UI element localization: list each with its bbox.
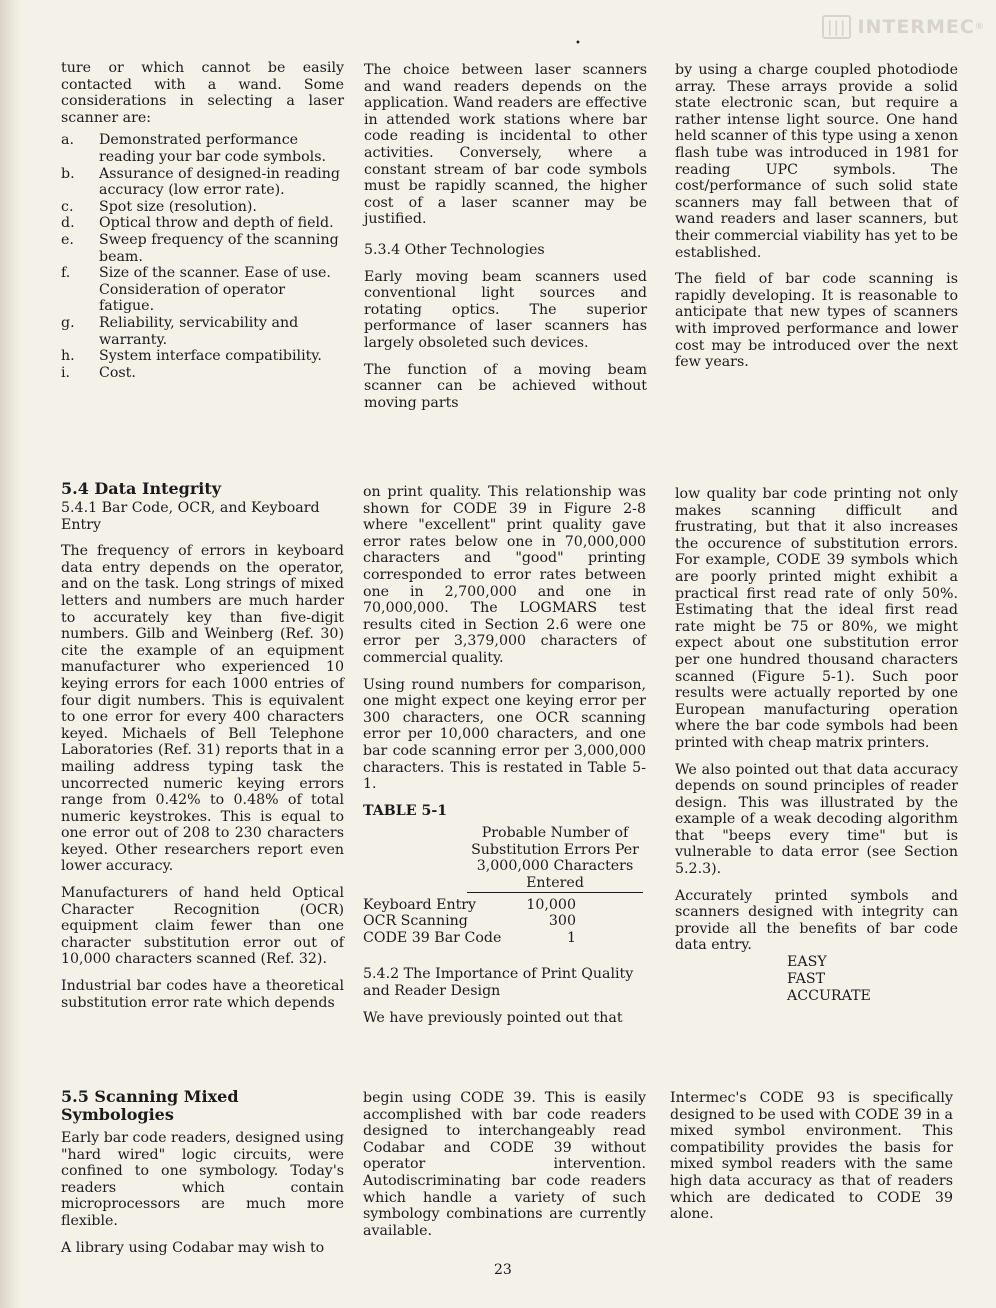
paragraph: The frequency of errors in keyboard data entry depends on the operator, and on the task. Long strings of mixed letters and numbers are much harder to accurately key than five-digit numbers. Gilb and Weinberg (Ref. 30) cite the example of an equipment manufacturer who experienced 10 keying errors for each 1000 entries of four digit numbers. This is equivalent to one error for every 400 characters keyed. Michaels of Bell Telephone Laboratories (Ref. 31) reports that in a mailing address typing task the uncorrected numeric keying errors range from 0.42% to 0.48% of total numeric keystrokes. This is equal to one error out of 208 to 230 characters keyed. Other researchers report even lower accuracy. [61, 543, 344, 875]
section-heading-5-5: 5.5 Scanning Mixed Symbologies [61, 1087, 239, 1124]
logo-mark-icon: ||| [822, 15, 851, 39]
paragraph: Manufacturers of hand held Optical Character Recognition (OCR) equipment claim fewer than one character substitution error out of 10,000 characters scanned (Ref. 32). [61, 885, 344, 968]
paragraph: A library using Codabar may wish to [61, 1239, 325, 1256]
subsection-heading: 5.4.1 Bar Code, OCR, and Keyboard Entry [61, 500, 320, 533]
page-number: 23 [494, 1262, 512, 1278]
paragraph: We also pointed out that data accuracy depends on sound principles of reader design. This was illustrated by the example of a weak decoding algorithm that "beeps every time" but is vulnerable to data error (see Section 5.2.3). [675, 761, 958, 878]
paragraph: The choice between laser scanners and wand readers depends on the application. Wand readers are effective in attended work stations where bar code reading is incidental to other activities. Conversely, where a constant stream of bar code symbols must be rapidly scanned, the higher cost of a laser scanner may be justified. [364, 62, 647, 228]
row1-col1 [61, 60, 344, 381]
section-heading-5-4: 5.4 Data Integrity [61, 479, 222, 498]
paragraph: The function of a moving beam scanner can be achieved without moving parts [364, 361, 647, 411]
paragraph: by using a charge coupled photodiode array. These arrays provide a solid state electronic scan, but require a rather intense light source. One hand held scanner of this type using a xenon flash tube was introduced in 1981 for reading UPC symbols. The cost/performance of such solid state scanners may fall between that of wand readers and laser scanners, but their commercial viability has yet to be established. [675, 62, 958, 261]
row3-col3 [670, 1090, 953, 1233]
row2-col2 [363, 484, 646, 1036]
paragraph: begin using CODE 39. This is easily accomplished with bar code readers designed to interchangeably read Codabar and CODE 39 without operator intervention. Autodiscriminating bar code readers which handle a variety of such symbology combinations are currently available. [363, 1090, 646, 1239]
intermec-logo: ||| INTERMEC ® [822, 14, 962, 40]
list-item: a. Demonstrated performance reading your bar code symbols. [61, 132, 326, 165]
list-item: g. Reliability, servicability and warranty. [61, 314, 299, 348]
row2-col1 [61, 480, 344, 1021]
table-row: CODE 39 Bar Code 1 [363, 929, 576, 946]
table-row: Keyboard Entry 10,000 [363, 896, 576, 913]
paragraph: Intermec's CODE 93 is specifically designed to be used with CODE 39 in a mixed symbol environment. This compatibility provides the basis for mixed symbol readers with the same high data accuracy as that of readers which are dedicated to CODE 39 alone. [670, 1090, 953, 1223]
logo-text: INTERMEC [857, 16, 975, 38]
list-item: i. Cost. [61, 364, 136, 381]
paragraph: on print quality. This relationship was shown for CODE 39 in Figure 2-8 where "excellent" print quality gave error rates below one in 70,000,000 characters and "good" printing corresponded to error rates between one in 2,700,000 and one in 70,000,000. The LOGMARS test results cited in Section 2.6 were one error per 3,379,000 characters of commercial quality. [363, 484, 646, 666]
paragraph: We have previously pointed out that [363, 1009, 623, 1026]
table-row: OCR Scanning 300 [363, 913, 576, 930]
row2-col3 [675, 486, 958, 1005]
list-item: e. Sweep frequency of the scanning beam. [61, 231, 339, 265]
page-binding-edge [0, 0, 22, 1308]
row3-col2 [363, 1090, 646, 1249]
row3-col1 [61, 1088, 344, 1266]
paragraph: Early bar code readers, designed using "hard wired" logic circuits, were confined to one symbology. Today's readers which contain microprocessors are much more flexible. [61, 1130, 344, 1229]
paragraph: Early moving beam scanners used conventional light sources and rotating optics. The superior performance of laser scanners has largely obsoleted such devices. [364, 268, 647, 351]
paragraph: Accurately printed symbols and scanners designed with integrity can provide all the benefits of bar code data entry. [675, 887, 958, 954]
stray-dot: • [575, 38, 581, 49]
list-item: h. System interface compatibility. [61, 348, 322, 365]
paragraph: Industrial bar codes have a theoretical substitution error rate which depends [61, 978, 344, 1011]
row1-col1-intro: ture or which cannot be easily contacted with a wand. Some considerations in selecting a laser scanner are: [61, 60, 344, 126]
paragraph: Using round numbers for comparison, one might expect one keying error per 300 characters, one OCR scanning error per 10,000 characters, and one bar code scanning error per 3,000,000 characters. This is restated in Table 5-1. [363, 676, 646, 793]
error-rate-table [363, 897, 646, 947]
paragraph: low quality bar code printing not only makes scanning difficult and frustrating, but that it also increases the occurence of substitution errors. For example, CODE 39 symbols which are poorly printed might exhibit a practical first read rate of only 50%. Estimating that the ideal first read rate might be 75 or 80%, we might expect about one substitution error per one hundred thousand characters scanned (Figure 5-1). Such poor results were actually reported by one European manufacturing operation where the bar code symbols had been printed with cheap matrix printers. [675, 486, 958, 751]
list-item: c. Spot size (resolution). [61, 198, 257, 215]
subsection-heading: 5.3.4 Other Technologies [364, 241, 545, 258]
laser-scanner-criteria-list [61, 132, 344, 381]
row1-col3 [675, 62, 958, 381]
slogan: EASY FAST ACCURATE [787, 954, 871, 1005]
paragraph: The field of bar code scanning is rapidly developing. It is reasonable to anticipate that new types of scanners with improved performance and lower cost may be introduced over the next few years. [675, 271, 958, 371]
table-column-header: Probable Number of Substitution Errors Per 3,000,000 Characters Entered [467, 825, 643, 892]
list-item: b. Assurance of designed-in reading accuracy (low error rate). [61, 165, 340, 199]
list-item: d. Optical throw and depth of field. [61, 215, 334, 232]
table-title: TABLE 5-1 [363, 802, 448, 819]
list-item: f. Size of the scanner. Ease of use. Consideration of operator fatigue. [61, 265, 331, 315]
subsection-heading: 5.4.2 The Importance of Print Quality and Reader Design [363, 966, 634, 1000]
row1-col2 [364, 62, 647, 421]
